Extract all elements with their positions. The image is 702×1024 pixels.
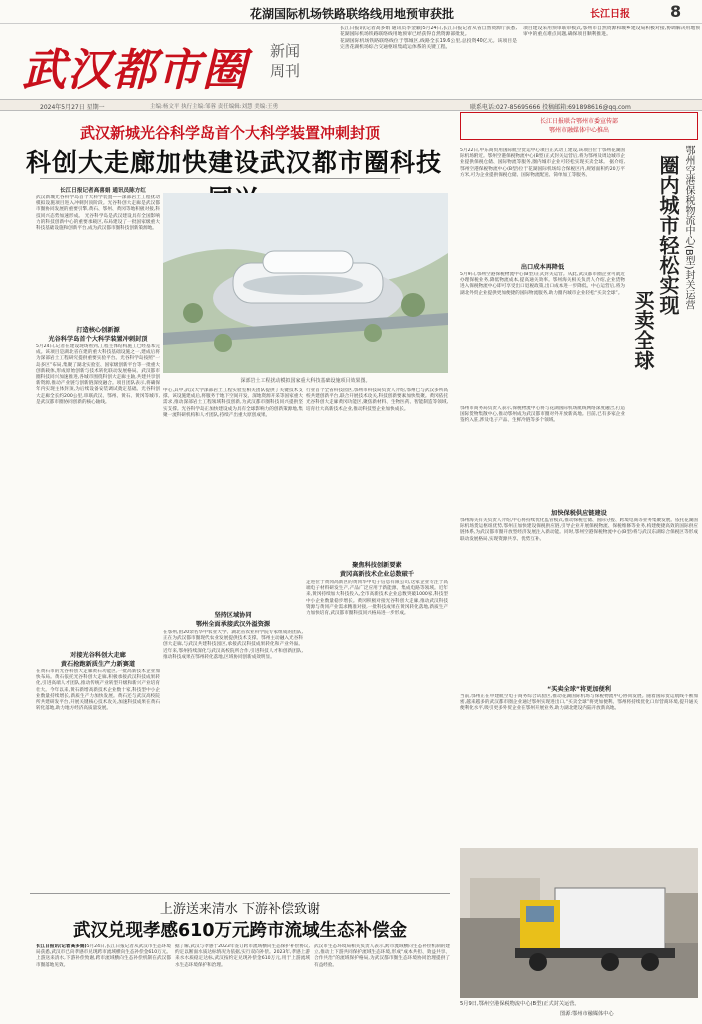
- truck-caption: 5月9日,鄂州空港保税物流中心(B型)正式封关运营。: [460, 1001, 580, 1007]
- facility-illustration: [163, 193, 448, 373]
- main-col-3b: 走进位于黄冈高新区的黄冈华中电子信息有限公司,这家企业专注于高端电子材料研发生产,产品广泛应用于新能源、集成电路等领域。近年来,黄冈持续加大科技投入,全市高新技术企业总数突破1000家,科技型中小企业数量稳步增长。黄冈积极对接光谷科创大走廊,推动武汉科技资源与黄冈产业需求精准对接,一批科技成果在黄冈转化落地,新质生产力加快培育,武汉都市圈科技同兴格局进一步形成。: [306, 580, 448, 617]
- page-number: 8: [670, 2, 682, 21]
- right-banner-line1: 长江日报联合鄂州市委宣传部: [539, 118, 618, 125]
- masthead-logo: 武汉都市圈: [22, 45, 247, 96]
- bottom-col-1: 长江日报讯(记者高多娟)5月24日,长江日报记者从武汉市生态环境局获悉,武汉市已向孝感市兑现跨市流域横向生态补偿金610万元。上游送来清水,下游补偿致谢,跨市流域横向生态补偿机制在武汉都市圈落地见效。: [36, 944, 171, 968]
- right-sub-2: 加快保税供应链建设: [460, 508, 698, 517]
- masthead-tag1: 新闻: [270, 42, 301, 60]
- brand-logo: 长江日报: [590, 9, 630, 20]
- right-headline-b: 买卖全球: [631, 290, 655, 370]
- right-col-4: 当前,鄂州正在申建航空电子商务综合试验区,推动花湖国际机场与保税物流中心协同发展。随着国际货运航线不断加密,越来越多的武汉都市圈企业通过鄂州实现进出口,“买卖全球”将更加便利。鄂州将持续优化口岸营商环境,提升通关便利化水平,吸引更多外贸企业在鄂州开展业务,助力湖北建设内陆开放新高地。: [460, 694, 698, 712]
- teaser-text: 长江日报讯(记者高多娟 通讯员李金颖)5月24日,长江日报记者从省自然资源厅获悉,花湖国际机场铁路联络线用地预审已经获得自然资源部批复。 花湖国际机场铁路联络线位于鄂城区,线路全长19.6公里,总投资40亿元。该项目是完善花湖机场综合交通枢纽集疏运体系的关键工程。 项目建设采用预审联审模式,鄂州市自然资源和城乡建设局积极对接,协调解决用地预审中的重点难点问题,确保项目顺利推进。: [340, 26, 700, 51]
- right-side-title: 鄂州空港保税物流中心(B型)封关运营: [683, 145, 694, 310]
- date-strip: [0, 99, 702, 111]
- sub-heading-4: 聚焦科技创新要素 黄冈高新技术企业总数破千: [306, 560, 448, 578]
- bottom-col-2: 据了解,武汉与孝感于2023年签订跨市流域横向生态保护补偿协议,约定以断面水质达标情况为依据,实行双向补偿。2023年,孝感上游来水水质稳定达标,武汉按约定兑现补偿金610万元,用于上游流域水生态环境保护和治理。: [175, 944, 310, 968]
- truck-photo: [460, 848, 698, 998]
- sub-heading-1: 打造核心创新源 光谷科学岛首个大科学装置冲刺封顶: [36, 325, 160, 343]
- truck-credit: 图源:鄂州市融媒体中心: [560, 1011, 614, 1017]
- sub-heading-3: 坚持区域协同 鄂州全面承接武汉外溢资源: [163, 610, 303, 628]
- bottom-kicker: 上游送来清水 下游补偿致谢: [159, 902, 321, 917]
- sub-heading-2: 对接光谷科创大走廊 黄石抢跑新质生产力新赛道: [36, 650, 160, 668]
- contact-line: 联系电话:027-85695666 投稿邮箱:691898616@qq.com: [470, 104, 631, 111]
- masthead: [0, 26, 702, 98]
- editors-line: 主编:杨文平 执行主编:邹蓉 责任编辑:刘慧 美编:王勇: [150, 104, 279, 110]
- bottom-col-3: 武汉市生态环境局相关负责人表示,跨市流域横向生态补偿机制的建立,推动上下游共同保护流域生态环境,形成“成本共担、效益共享、合作共治”的流域保护格局,为武汉都市圈生态环境协同治理提供了有益经验。: [314, 944, 450, 968]
- right-sub-3: “买卖全球”将更加便利: [460, 684, 698, 693]
- right-col-3: 鄂州海关有关负责人介绍,中心将持续优化监管模式,推动保税仓储、国际分拨、跨境电商等业务集聚发展。依托花湖国际机场货运枢纽优势,鄂州正加快建设保税供应链,引导企业开展保税物流、保税维修等业务,构建便捷高效的国际供应链体系,为武汉都市圈开放型经济发展注入新动能。同时,鄂州空港保税物流中心(B型)将与武汉东湖综合保税区等形成联动发展格局,实现资源共享、优势互补。: [460, 518, 698, 542]
- main-byline: 长江日报记者高喜娟 通讯员陈方红: [60, 188, 146, 194]
- truck-image: [460, 848, 698, 998]
- bottom-headline: 武汉兑现孝感610万元跨市流域生态补偿金: [72, 921, 408, 941]
- right-col-intro: 5月22日,中东商贸用国际航空货运中心项目正式动工建设,该项目位于鄂州花湖国际机场附近。鄂州空港保税物流中心(B型)正式封关运营后,将为鄂州及周边城市企业提供保税仓储、国际物流等服务,圈内城市企业可轻松实现买卖全球。 据介绍,鄂州空港保税物流中心(B型)位于花湖国际机场综合保税区内,规划面积约20万平方米,可为企业提供保税仓储、国际物流配送、简单加工等服务。: [460, 148, 625, 178]
- right-banner-line2: 鄂州市融媒体中心推出: [548, 127, 609, 134]
- main-kicker: 武汉新城光谷科学岛首个大科学装置冲刺封顶: [79, 124, 380, 142]
- main-headline: 科创大走廊加快建设武汉都市圈科技: [25, 148, 442, 177]
- main-col-2: 中心,其中,武汉大学深部岩土工程实验室相关团队提供了关键技术支撑。该设施建成后,将服务于地下空间开发、深地资源开采等国家重大需求,推动深部岩土工程领域科技创新,为武汉都市圈科技同兴提供坚实支撑。光谷科学岛正加快建设成为具有全球影响力的创新策源地,集聚一流科研机构和人才团队,持续产出重大原创成果。: [163, 388, 303, 418]
- masthead-tag2: 周刊: [270, 62, 301, 80]
- right-sub-1: 出口成本再降低: [460, 262, 625, 271]
- main-col-1c: 在黄石市的光谷科创大走廊黄石功能区,一批高新技术企业加快布局。黄石依托光谷科创大走廊,积极承接武汉科技成果转化,引进高端人才团队,推动传统产业转型升级和新兴产业培育壮大。今年以来,黄石新增高新技术企业数十家,科技型中小企业数量持续增长,新质生产力加快发展。黄石还与武汉高校院所共建研发平台,开展关键核心技术攻关,加速科技成果在黄石转化落地,助力地方经济高质量发展。: [36, 669, 160, 712]
- main-col-3: 行业首个全省科技园区,鄂州市科技局负责人介绍,鄂州已与武汉多所高校共建创新平台,联合开展技术攻关,科技创新要素加快集聚。黄冈依托光谷科创大走廊黄冈功能区,聚焦新材料、生物医药、智能制造等领域,培育壮大高新技术企业,推动科技型企业加快成长。: [306, 388, 448, 412]
- right-col-1: 5月9日,鄂州空港保税物流中心(B型)正式封关运营。从此,武汉都市圈企业可就近办理保税业务,降低物流成本,提高通关效率。鄂州海关相关负责人介绍,企业货物进入保税物流中心即可享受出口退税政策,出口成本进一步降低。中心运营后,将为湖北外贸企业提供更加便捷的国际物流服务,助力圈内城市企业轻松“买卖全球”。: [460, 272, 625, 296]
- date-line: 2024年5月27日 星期一: [40, 104, 105, 111]
- top-banner: [0, 0, 702, 24]
- right-col-2: 鄂州市商务局负责人表示,保税物流中心将与花湖国际机场航线网络深度融合,打造国际货物集散中心,推动鄂州成为武汉都市圈对外开放新高地。目前,已有多家企业签约入驻,涉及电子产品、生鲜冷链等多个领域。: [460, 406, 625, 424]
- bottom-divider: [30, 893, 450, 894]
- illustration-caption: 深部岩土工程扰动模拟国家重大科技基础设施项目效果图。: [240, 378, 371, 384]
- main-divider: [40, 178, 400, 179]
- right-banner: [460, 112, 698, 140]
- facility-render: [163, 193, 448, 373]
- banner-headline: 花湖国际机场铁路联络线用地预审获批: [250, 7, 455, 21]
- right-headline-a: 圈内城市轻松实现: [656, 155, 680, 315]
- main-col-1: 武汉新城光谷科学岛首个大科学装置——深部岩土工程扰动模拟设施项目进入冲刺封顶阶段。光谷科创大走廊是武汉都市圈协同发展的重要引擎,黄石、鄂州、黄冈等地积极对接,科技同兴态势加速形成。 光谷科学岛是武汉建设具有全国影响力的科技创新中心的重要承载区,布局建设了一批国家级重大科技基础设施和创新平台,成为武汉都市圈科技创新策源地。: [36, 195, 160, 232]
- main-col-2b: 在鄂州,由20余名华中农业大学、湖北省农业科学院专家组成的团队,正在为武汉都市圈现代农业发展提供技术支撑。鄂州主动融入光谷科创大走廊,与武汉共建科技园区,承接武汉科技成果转化和产业外溢。近年来,鄂州持续深化与武汉高校院所合作,引进科技人才和创新团队,推动科技成果在鄂州转化落地,区域协同创新成效明显。: [163, 630, 303, 660]
- main-col-1b: 5月24日,记者在建设现场看到,工程主体结构施工已经基本完成。该项目是湖北省在建的重大科技基础设施之一,建成后将为深部岩土工程研究提供重要实验平台。光谷科学岛按照“一岛多区”布局,集聚了湖北实验室、国家级创新平台等一批重大创新载体,形成原始创新与技术转化联动发展格局。武汉都市圈科技同兴加速推进,各城市围绕科创大走廊主轴,共建共享创新资源,推动产业链与创新链深度融合。项目团队表示,将确保年内实现主体封顶,为后续设备安装调试奠定基础。光谷科创大走廊全长约200公里,串联武汉、鄂州、黄石、黄冈等城市,是武汉都市圈协同创新的核心轴线。: [36, 344, 160, 405]
